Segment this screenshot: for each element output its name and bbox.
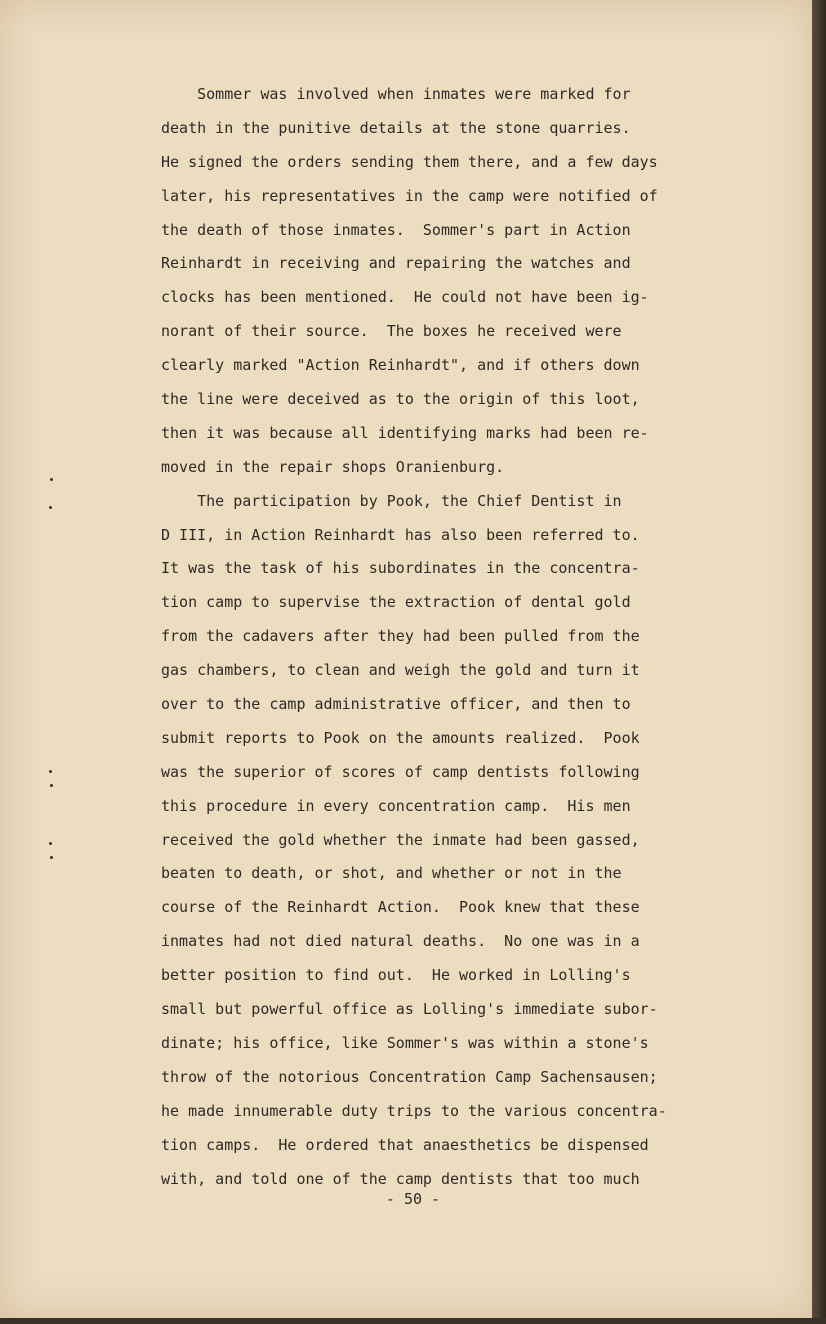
text-line: over to the camp administrative officer, and then to: [161, 695, 631, 714]
text-line: from the cadavers after they had been pulled from the: [161, 627, 640, 646]
text-line: Reinhardt in receiving and repairing the watches and: [161, 254, 631, 273]
paper-speck: [49, 506, 52, 509]
paper-speck: [50, 784, 53, 787]
text-line: clearly marked "Action Reinhardt", and if others down: [161, 356, 640, 375]
document-body: [161, 78, 741, 1196]
text-line: the death of those inmates. Sommer's part in Action: [161, 220, 631, 239]
text-line: with, and told one of the camp dentists that too much: [161, 1169, 640, 1188]
text-line: clocks has been mentioned. He could not have been ig-: [161, 288, 649, 307]
text-line: He signed the orders sending them there, and a few days: [161, 152, 658, 171]
text-line: The participation by Pook, the Chief Dentist in: [161, 491, 622, 510]
text-line: gas chambers, to clean and weigh the gold and turn it: [161, 661, 640, 680]
text-line: received the gold whether the inmate had been gassed,: [161, 830, 640, 849]
text-line: tion camps. He ordered that anaesthetics be dispensed: [161, 1135, 649, 1154]
text-line: dinate; his office, like Sommer's was within a stone's: [161, 1033, 649, 1052]
text-line: norant of their source. The boxes he received were: [161, 322, 622, 341]
text-line: submit reports to Pook on the amounts realized. Pook: [161, 728, 640, 747]
paper-speck: [50, 478, 53, 481]
paper-speck: [49, 842, 52, 845]
text-line: tion camp to supervise the extraction of dental gold: [161, 593, 631, 612]
page-edge-bottom: [0, 1318, 826, 1324]
page-number: - 50 -: [385, 1190, 441, 1208]
paper-speck: [49, 770, 52, 773]
text-line: he made innumerable duty trips to the various concentra-: [161, 1101, 667, 1120]
text-line: moved in the repair shops Oranienburg.: [161, 457, 505, 476]
text-line: It was the task of his subordinates in the concentra-: [161, 559, 640, 578]
text-line: better position to find out. He worked in Lolling's: [161, 966, 631, 985]
text-line: course of the Reinhardt Action. Pook knew that these: [161, 898, 640, 917]
text-line: small but powerful office as Lolling's immediate subor-: [161, 1000, 658, 1019]
page-edge-right: [812, 0, 826, 1324]
text-line: throw of the notorious Concentration Camp Sachensausen;: [161, 1067, 658, 1086]
text-line: inmates had not died natural deaths. No one was in a: [161, 932, 640, 951]
text-line: Sommer was involved when inmates were marked for: [161, 85, 631, 103]
text-line: D III, in Action Reinhardt has also been referred to.: [161, 525, 640, 544]
paper-speck: [50, 856, 53, 859]
text-line: the line were deceived as to the origin of this loot,: [161, 390, 640, 409]
text-line: then it was because all identifying marks had been re-: [161, 423, 649, 442]
text-line: beaten to death, or shot, and whether or not in the: [161, 864, 622, 883]
text-line: this procedure in every concentration camp. His men: [161, 796, 631, 815]
text-line: later, his representatives in the camp were notified of: [161, 186, 658, 205]
text-line: was the superior of scores of camp dentists following: [161, 762, 640, 781]
text-line: death in the punitive details at the stone quarries.: [161, 118, 631, 137]
